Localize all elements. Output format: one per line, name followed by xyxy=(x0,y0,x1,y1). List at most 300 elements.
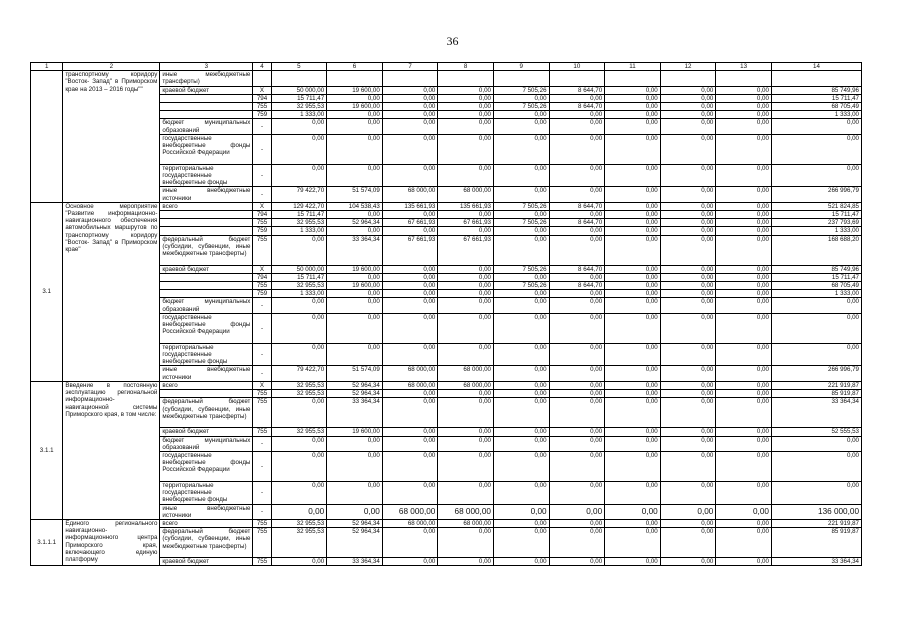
funding-source: иные внебюджетные источники xyxy=(160,187,253,202)
amount-cell: 0,00 xyxy=(549,94,605,102)
amount-cell: 0,00 xyxy=(716,366,772,381)
budget-code: 794 xyxy=(253,94,271,102)
amount-cell: 266 996,79 xyxy=(771,366,861,381)
amount-cell: 8 644,70 xyxy=(549,265,605,273)
amount-cell: 0,00 xyxy=(716,187,772,202)
amount-cell: 0,00 xyxy=(271,481,327,504)
amount-cell: 0,00 xyxy=(438,390,494,398)
amount-cell: 19 600,00 xyxy=(327,103,383,111)
budget-code: X xyxy=(253,381,271,389)
amount-cell: 51 574,09 xyxy=(327,187,383,202)
amount-cell: 0,00 xyxy=(660,282,716,290)
amount-cell: 0,00 xyxy=(382,313,438,343)
amount-cell: 0,00 xyxy=(660,86,716,94)
amount-cell: 0,00 xyxy=(605,528,661,558)
amount-cell: 0,00 xyxy=(493,211,549,219)
amount-cell: 0,00 xyxy=(549,390,605,398)
amount-cell: 0,00 xyxy=(660,211,716,219)
amount-cell: 85 749,96 xyxy=(771,86,861,94)
amount-cell: 0,00 xyxy=(716,519,772,527)
amount-cell: 0,00 xyxy=(327,227,383,235)
amount-cell: 0,00 xyxy=(771,481,861,504)
funding-source: краевой бюджет xyxy=(160,265,253,273)
amount-cell: 0,00 xyxy=(716,290,772,298)
amount-cell: 0,00 xyxy=(716,202,772,210)
amount-cell: 0,00 xyxy=(716,164,772,187)
amount-cell: 0,00 xyxy=(327,451,383,481)
amount-cell: 0,00 xyxy=(605,481,661,504)
amount-cell: 0,00 xyxy=(605,119,661,134)
amount-cell: 7 505,26 xyxy=(493,265,549,273)
amount-cell: 0,00 xyxy=(493,428,549,436)
amount-cell: 0,00 xyxy=(438,265,494,273)
amount-cell: 0,00 xyxy=(438,86,494,94)
amount-cell: 0,00 xyxy=(549,451,605,481)
amount-cell: 68 000,00 xyxy=(438,519,494,527)
budget-code: 755 xyxy=(253,103,271,111)
column-header: 10 xyxy=(549,63,605,71)
budget-code: X xyxy=(253,86,271,94)
amount-cell: 0,00 xyxy=(716,313,772,343)
amount-cell: 0,00 xyxy=(327,504,383,519)
budget-code: - xyxy=(253,164,271,187)
budget-code: - xyxy=(253,436,271,451)
amount-cell: 15 711,47 xyxy=(771,273,861,281)
amount-cell: 1 333,00 xyxy=(271,227,327,235)
amount-cell: 0,00 xyxy=(382,481,438,504)
amount-cell: 0,00 xyxy=(549,343,605,366)
budget-code: - xyxy=(253,119,271,134)
amount-cell: 0,00 xyxy=(549,290,605,298)
amount-cell: 0,00 xyxy=(660,103,716,111)
amount-cell xyxy=(382,71,438,86)
amount-cell: 0,00 xyxy=(716,428,772,436)
amount-cell: 0,00 xyxy=(438,273,494,281)
budget-code: 755 xyxy=(253,282,271,290)
amount-cell: 0,00 xyxy=(382,119,438,134)
funding-source xyxy=(160,273,253,281)
amount-cell: 0,00 xyxy=(493,436,549,451)
amount-cell: 1 333,00 xyxy=(271,290,327,298)
funding-source: федеральный бюджет (субсидии, субвенции, иные межбюджетные трансферты) xyxy=(160,528,253,558)
amount-cell: 0,00 xyxy=(605,94,661,102)
amount-cell: 0,00 xyxy=(271,235,327,265)
amount-cell: 0,00 xyxy=(660,428,716,436)
amount-cell: 0,00 xyxy=(438,298,494,313)
amount-cell: 136 000,00 xyxy=(771,504,861,519)
amount-cell: 52 964,34 xyxy=(327,528,383,558)
amount-cell: 0,00 xyxy=(605,202,661,210)
budget-code: - xyxy=(253,343,271,366)
column-header: 5 xyxy=(271,63,327,71)
amount-cell: 0,00 xyxy=(660,202,716,210)
amount-cell: 0,00 xyxy=(327,94,383,102)
amount-cell: 0,00 xyxy=(660,265,716,273)
budget-code: 755 xyxy=(253,390,271,398)
amount-cell: 32 955,53 xyxy=(271,519,327,527)
amount-cell: 68 705,49 xyxy=(771,282,861,290)
budget-code xyxy=(253,71,271,86)
amount-cell: 0,00 xyxy=(605,265,661,273)
amount-cell: 15 711,47 xyxy=(271,273,327,281)
amount-cell: 0,00 xyxy=(660,227,716,235)
amount-cell: 0,00 xyxy=(271,558,327,566)
amount-cell: 0,00 xyxy=(660,451,716,481)
amount-cell: 0,00 xyxy=(660,134,716,164)
amount-cell: 135 661,93 xyxy=(438,202,494,210)
amount-cell: 129 422,70 xyxy=(271,202,327,210)
section-description: транспортному коридору "Восток- Запад" в Приморском крае на 2013 – 2016 годы"" xyxy=(63,71,160,203)
amount-cell: 0,00 xyxy=(716,235,772,265)
amount-cell: 0,00 xyxy=(605,219,661,227)
amount-cell: 0,00 xyxy=(549,381,605,389)
amount-cell: 0,00 xyxy=(493,390,549,398)
funding-source: территориальные государственные внебюджетные фонды xyxy=(160,164,253,187)
amount-cell: 0,00 xyxy=(549,528,605,558)
budget-code: 755 xyxy=(253,235,271,265)
amount-cell: 0,00 xyxy=(605,558,661,566)
amount-cell: 0,00 xyxy=(327,481,383,504)
funding-source xyxy=(160,282,253,290)
amount-cell: 0,00 xyxy=(549,313,605,343)
amount-cell: 0,00 xyxy=(382,398,438,428)
amount-cell: 0,00 xyxy=(771,134,861,164)
amount-cell: 0,00 xyxy=(716,528,772,558)
section-description: Основное мероприятие "Развитие информационно-навигационного обеспечения автомобильных маршрутов по транспортному коридору "Восток- Запад" в Приморском крае" xyxy=(63,202,160,381)
amount-cell: 0,00 xyxy=(493,111,549,119)
funding-source xyxy=(160,111,253,119)
amount-cell: 85 749,96 xyxy=(771,265,861,273)
amount-cell: 33 364,34 xyxy=(327,558,383,566)
amount-cell: 0,00 xyxy=(605,504,661,519)
amount-cell: 0,00 xyxy=(660,558,716,566)
budget-code: 759 xyxy=(253,227,271,235)
amount-cell: 50 000,00 xyxy=(271,86,327,94)
amount-cell: 7 505,26 xyxy=(493,103,549,111)
amount-cell: 0,00 xyxy=(771,164,861,187)
amount-cell: 0,00 xyxy=(438,481,494,504)
amount-cell: 0,00 xyxy=(327,313,383,343)
amount-cell: 0,00 xyxy=(605,134,661,164)
amount-cell: 0,00 xyxy=(382,451,438,481)
column-header: 13 xyxy=(716,63,772,71)
amount-cell: 0,00 xyxy=(327,343,383,366)
amount-cell: 0,00 xyxy=(716,94,772,102)
budget-code: - xyxy=(253,134,271,164)
amount-cell: 0,00 xyxy=(549,164,605,187)
amount-cell xyxy=(771,71,861,86)
amount-cell xyxy=(271,71,327,86)
amount-cell: 0,00 xyxy=(605,343,661,366)
amount-cell: 15 711,47 xyxy=(771,94,861,102)
column-header: 1 xyxy=(31,63,63,71)
amount-cell: 0,00 xyxy=(382,111,438,119)
column-header: 2 xyxy=(63,63,160,71)
amount-cell: 0,00 xyxy=(493,381,549,389)
amount-cell: 52 555,53 xyxy=(771,428,861,436)
funding-source xyxy=(160,390,253,398)
funding-source: федеральный бюджет (субсидии, субвенции, иные межбюджетные трансферты) xyxy=(160,235,253,265)
amount-cell: 0,00 xyxy=(271,343,327,366)
amount-cell xyxy=(327,71,383,86)
amount-cell: 0,00 xyxy=(493,227,549,235)
funding-source: краевой бюджет xyxy=(160,558,253,566)
amount-cell: 32 955,53 xyxy=(271,282,327,290)
amount-cell: 68 000,00 xyxy=(382,519,438,527)
amount-cell: 0,00 xyxy=(493,398,549,428)
amount-cell: 79 422,70 xyxy=(271,187,327,202)
funding-source: иные внебюджетные источники xyxy=(160,504,253,519)
amount-cell: 0,00 xyxy=(438,398,494,428)
amount-cell: 0,00 xyxy=(382,528,438,558)
funding-source: иные внебюджетные источники xyxy=(160,366,253,381)
amount-cell: 0,00 xyxy=(660,366,716,381)
amount-cell: 0,00 xyxy=(382,558,438,566)
amount-cell: 168 688,20 xyxy=(771,235,861,265)
amount-cell: 67 661,93 xyxy=(438,219,494,227)
amount-cell: 0,00 xyxy=(605,436,661,451)
amount-cell: 0,00 xyxy=(660,164,716,187)
funding-source: краевой бюджет xyxy=(160,428,253,436)
amount-cell: 51 574,09 xyxy=(327,366,383,381)
amount-cell: 0,00 xyxy=(549,481,605,504)
column-header: 9 xyxy=(493,63,549,71)
budget-code: - xyxy=(253,451,271,481)
amount-cell: 0,00 xyxy=(660,343,716,366)
funding-source: краевой бюджет xyxy=(160,86,253,94)
amount-cell: 0,00 xyxy=(382,227,438,235)
amount-cell: 0,00 xyxy=(271,436,327,451)
amount-cell: 85 919,87 xyxy=(771,528,861,558)
amount-cell: 0,00 xyxy=(716,282,772,290)
funding-source: государственные внебюджетные фонды Российской Федерации xyxy=(160,451,253,481)
amount-cell: 0,00 xyxy=(438,436,494,451)
amount-cell: 0,00 xyxy=(605,428,661,436)
amount-cell: 0,00 xyxy=(438,313,494,343)
amount-cell: 0,00 xyxy=(271,451,327,481)
amount-cell: 0,00 xyxy=(716,451,772,481)
amount-cell: 0,00 xyxy=(549,298,605,313)
amount-cell: 0,00 xyxy=(716,111,772,119)
amount-cell: 0,00 xyxy=(660,436,716,451)
funding-source xyxy=(160,290,253,298)
amount-cell: 0,00 xyxy=(493,119,549,134)
table-row xyxy=(31,202,862,210)
budget-code: 755 xyxy=(253,219,271,227)
amount-cell: 0,00 xyxy=(716,273,772,281)
amount-cell: 19 600,00 xyxy=(327,265,383,273)
amount-cell: 0,00 xyxy=(660,273,716,281)
amount-cell: 0,00 xyxy=(327,290,383,298)
budget-code: 759 xyxy=(253,111,271,119)
amount-cell: 0,00 xyxy=(438,290,494,298)
funding-source: федеральный бюджет (субсидии, субвенции, иные межбюджетные трансферты) xyxy=(160,398,253,428)
amount-cell: 0,00 xyxy=(438,119,494,134)
amount-cell: 0,00 xyxy=(660,398,716,428)
amount-cell: 0,00 xyxy=(549,111,605,119)
amount-cell: 0,00 xyxy=(549,273,605,281)
section-description: Единого регионального навигационно-информационного центра Приморского края, включающего единую платформу xyxy=(63,519,160,565)
amount-cell: 0,00 xyxy=(327,211,383,219)
amount-cell: 1 333,00 xyxy=(771,290,861,298)
budget-code: - xyxy=(253,313,271,343)
amount-cell: 0,00 xyxy=(382,265,438,273)
amount-cell: 0,00 xyxy=(271,313,327,343)
amount-cell: 0,00 xyxy=(549,187,605,202)
amount-cell: 0,00 xyxy=(716,504,772,519)
column-header: 4 xyxy=(253,63,271,71)
budget-code: 759 xyxy=(253,290,271,298)
amount-cell: 0,00 xyxy=(660,528,716,558)
amount-cell: 0,00 xyxy=(438,282,494,290)
amount-cell: 0,00 xyxy=(716,86,772,94)
amount-cell: 68 000,00 xyxy=(382,187,438,202)
amount-cell: 0,00 xyxy=(549,227,605,235)
amount-cell: 68 000,00 xyxy=(382,381,438,389)
amount-cell: 0,00 xyxy=(549,504,605,519)
funding-source: всего xyxy=(160,519,253,527)
amount-cell: 0,00 xyxy=(271,398,327,428)
amount-cell: 0,00 xyxy=(605,282,661,290)
amount-cell: 0,00 xyxy=(382,298,438,313)
amount-cell: 33 364,34 xyxy=(327,235,383,265)
amount-cell: 0,00 xyxy=(716,381,772,389)
amount-cell: 0,00 xyxy=(660,504,716,519)
amount-cell: 0,00 xyxy=(493,273,549,281)
section-description: Введение в постоянную эксплуатацию региональной информационно-навигационной системы Приморского края, в том числе: xyxy=(63,381,160,519)
funding-source: государственные внебюджетные фонды Российской Федерации xyxy=(160,134,253,164)
amount-cell: 0,00 xyxy=(716,211,772,219)
amount-cell: 521 824,85 xyxy=(771,202,861,210)
amount-cell: 0,00 xyxy=(605,211,661,219)
amount-cell: 0,00 xyxy=(271,298,327,313)
budget-code: 755 xyxy=(253,528,271,558)
amount-cell: 0,00 xyxy=(549,519,605,527)
funding-source xyxy=(160,211,253,219)
amount-cell: 266 996,79 xyxy=(771,187,861,202)
amount-cell: 15 711,47 xyxy=(271,211,327,219)
amount-cell: 0,00 xyxy=(716,558,772,566)
amount-cell: 0,00 xyxy=(493,164,549,187)
amount-cell: 68 000,00 xyxy=(438,366,494,381)
amount-cell: 0,00 xyxy=(716,343,772,366)
amount-cell: 0,00 xyxy=(382,134,438,164)
amount-cell: 0,00 xyxy=(327,164,383,187)
amount-cell: 8 644,70 xyxy=(549,202,605,210)
amount-cell: 0,00 xyxy=(660,119,716,134)
budget-code: 755 xyxy=(253,519,271,527)
amount-cell: 32 955,53 xyxy=(271,528,327,558)
amount-cell: 0,00 xyxy=(605,164,661,187)
amount-cell: 0,00 xyxy=(549,211,605,219)
column-header: 3 xyxy=(160,63,253,71)
amount-cell: 0,00 xyxy=(382,343,438,366)
budget-code: 755 xyxy=(253,398,271,428)
amount-cell: 0,00 xyxy=(771,298,861,313)
amount-cell: 0,00 xyxy=(382,164,438,187)
amount-cell: 0,00 xyxy=(605,451,661,481)
section-code xyxy=(31,71,63,203)
amount-cell: 1 333,00 xyxy=(271,111,327,119)
amount-cell: 68 000,00 xyxy=(438,504,494,519)
amount-cell: 33 364,34 xyxy=(327,398,383,428)
amount-cell: 0,00 xyxy=(271,504,327,519)
funding-source: территориальные государственные внебюджетные фонды xyxy=(160,343,253,366)
amount-cell: 68 000,00 xyxy=(438,381,494,389)
amount-cell: 0,00 xyxy=(382,290,438,298)
amount-cell: 0,00 xyxy=(716,134,772,164)
amount-cell: 0,00 xyxy=(771,313,861,343)
budget-code: X xyxy=(253,202,271,210)
amount-cell: 0,00 xyxy=(493,298,549,313)
amount-cell: 0,00 xyxy=(660,94,716,102)
amount-cell: 0,00 xyxy=(493,313,549,343)
budget-code: 794 xyxy=(253,211,271,219)
column-header: 7 xyxy=(382,63,438,71)
amount-cell: 8 644,70 xyxy=(549,103,605,111)
funding-source xyxy=(160,227,253,235)
amount-cell: 0,00 xyxy=(771,119,861,134)
amount-cell: 0,00 xyxy=(382,86,438,94)
amount-cell: 0,00 xyxy=(327,119,383,134)
amount-cell: 0,00 xyxy=(493,187,549,202)
amount-cell: 0,00 xyxy=(716,481,772,504)
amount-cell: 221 919,87 xyxy=(771,381,861,389)
amount-cell: 7 505,26 xyxy=(493,202,549,210)
amount-cell: 0,00 xyxy=(493,235,549,265)
amount-cell: 237 793,69 xyxy=(771,219,861,227)
amount-cell: 0,00 xyxy=(716,103,772,111)
amount-cell: 1 333,00 xyxy=(771,111,861,119)
amount-cell: 0,00 xyxy=(327,273,383,281)
amount-cell: 0,00 xyxy=(605,298,661,313)
amount-cell: 0,00 xyxy=(493,290,549,298)
amount-cell: 32 955,53 xyxy=(271,428,327,436)
amount-cell: 0,00 xyxy=(716,398,772,428)
amount-cell: 68 000,00 xyxy=(382,366,438,381)
amount-cell: 0,00 xyxy=(493,451,549,481)
budget-code: - xyxy=(253,366,271,381)
amount-cell: 19 600,00 xyxy=(327,428,383,436)
amount-cell: 0,00 xyxy=(438,558,494,566)
amount-cell: 0,00 xyxy=(771,436,861,451)
amount-cell: 0,00 xyxy=(605,390,661,398)
budget-code: 755 xyxy=(253,428,271,436)
column-header: 6 xyxy=(327,63,383,71)
column-header: 8 xyxy=(438,63,494,71)
amount-cell xyxy=(605,71,661,86)
funding-source: всего xyxy=(160,202,253,210)
section-code: 3.1 xyxy=(31,202,63,381)
funding-source: всего xyxy=(160,381,253,389)
amount-cell: 0,00 xyxy=(716,298,772,313)
amount-cell: 0,00 xyxy=(549,428,605,436)
amount-cell: 0,00 xyxy=(660,313,716,343)
amount-cell: 67 661,93 xyxy=(382,235,438,265)
amount-cell: 0,00 xyxy=(605,381,661,389)
amount-cell: 0,00 xyxy=(660,381,716,389)
funding-source xyxy=(160,219,253,227)
amount-cell xyxy=(438,71,494,86)
amount-cell: 0,00 xyxy=(438,343,494,366)
amount-cell: 0,00 xyxy=(716,227,772,235)
amount-cell: 0,00 xyxy=(660,390,716,398)
amount-cell: 0,00 xyxy=(660,519,716,527)
amount-cell: 52 964,34 xyxy=(327,381,383,389)
amount-cell: 0,00 xyxy=(382,282,438,290)
funding-source: бюджет муниципальных образований xyxy=(160,298,253,313)
amount-cell: 0,00 xyxy=(605,313,661,343)
